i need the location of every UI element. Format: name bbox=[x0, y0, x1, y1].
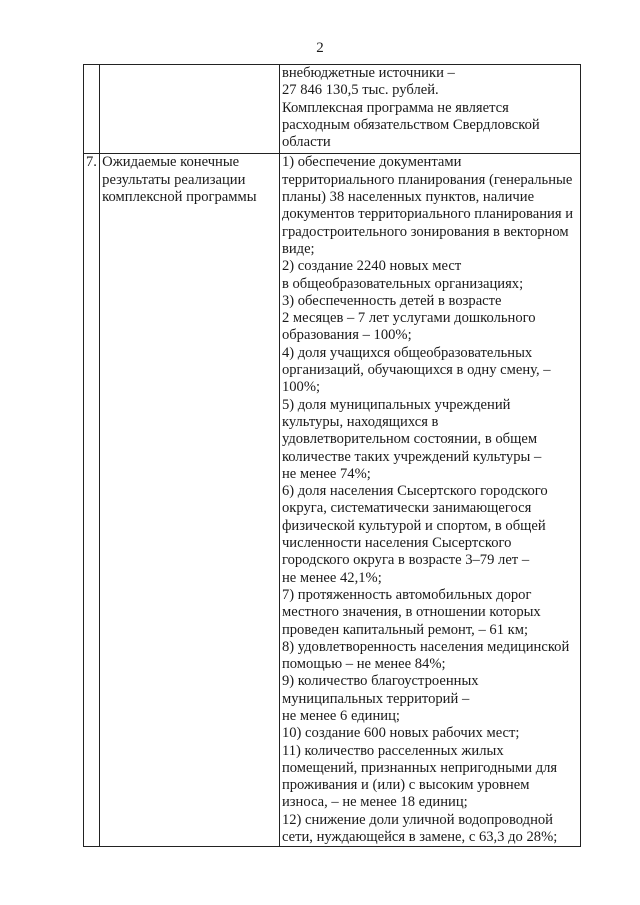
value-line: организаций, обучающихся в одну смену, – bbox=[281, 362, 551, 379]
value-line: 3) обеспеченность детей в возрасте bbox=[281, 292, 502, 309]
value-line: помещений, признанных непригодными для bbox=[281, 759, 558, 776]
label-line: комплексной программы bbox=[102, 189, 257, 206]
value-line: муниципальных территорий – bbox=[281, 690, 470, 707]
value-line: проживания и (или) с высоким уровнем bbox=[281, 777, 530, 794]
row-label-cell bbox=[100, 154, 280, 847]
value-line: 9) количество благоустроенных bbox=[281, 673, 479, 690]
value-line: численности населения Сысертского bbox=[281, 535, 512, 552]
value-line: территориального планирования (генеральные bbox=[281, 171, 573, 188]
program-table bbox=[83, 64, 581, 847]
row-number-cell bbox=[84, 65, 100, 154]
value-line: области bbox=[281, 134, 331, 151]
value-line: удовлетворительном состоянии, в общем bbox=[281, 431, 538, 448]
value-line: физической культурой и спортом, в общей bbox=[281, 517, 546, 534]
value-line: виде; bbox=[281, 240, 315, 257]
value-line: количестве таких учреждений культуры – bbox=[281, 448, 542, 465]
label-line: результаты реализации bbox=[102, 171, 246, 188]
label-line: Ожидаемые конечные bbox=[102, 154, 240, 171]
value-line: износа, – не менее 18 единиц; bbox=[281, 794, 468, 811]
value-line: проведен капитальный ремонт, – 61 км; bbox=[281, 621, 529, 638]
value-line: 11) количество расселенных жилых bbox=[281, 742, 504, 759]
row-value-cell bbox=[279, 65, 580, 154]
value-line: 4) доля учащихся общеобразовательных bbox=[281, 344, 533, 361]
value-line: расходным обязательством Свердловской bbox=[281, 116, 540, 133]
value-line: в общеобразовательных организациях; bbox=[281, 275, 524, 292]
value-line: градостроительного зонирования в векторном bbox=[281, 223, 569, 240]
value-line: 8) удовлетворенность населения медицинской bbox=[281, 638, 570, 655]
row-value-cell bbox=[279, 154, 580, 847]
value-line: 1) обеспечение документами bbox=[281, 154, 462, 171]
value-line: округа, систематически занимающегося bbox=[281, 500, 532, 517]
value-line: 100%; bbox=[281, 379, 321, 396]
value-line: образования – 100%; bbox=[281, 327, 412, 344]
value-line: 2 месяцев – 7 лет услугами дошкольного bbox=[281, 310, 536, 327]
value-line: 10) создание 600 новых рабочих мест; bbox=[281, 725, 520, 742]
value-line: 2) создание 2240 новых мест bbox=[281, 258, 462, 275]
value-line: 12) снижение доли уличной водопроводной bbox=[281, 811, 553, 828]
value-line: планы) 38 населенных пунктов, наличие bbox=[281, 189, 535, 206]
value-line: сети, нуждающейся в замене, с 63,3 до 28%; bbox=[281, 829, 558, 846]
value-line: культуры, находящихся в bbox=[281, 413, 439, 430]
table-row bbox=[84, 154, 581, 847]
page-number: 2 bbox=[316, 40, 324, 56]
value-line: Комплексная программа не является bbox=[281, 99, 509, 116]
value-line: 5) доля муниципальных учреждений bbox=[281, 396, 511, 413]
value-line: помощью – не менее 84%; bbox=[281, 656, 446, 673]
row-label-cell bbox=[100, 65, 280, 154]
value-line: документов территориального планирования и bbox=[281, 206, 574, 223]
value-line: 27 846 130,5 тыс. рублей. bbox=[281, 82, 439, 99]
value-line: 7) протяженность автомобильных дорог bbox=[281, 586, 532, 603]
value-line: не менее 6 единиц; bbox=[281, 707, 400, 724]
row-number-cell: 7. bbox=[84, 154, 100, 847]
value-line: не менее 74%; bbox=[281, 465, 371, 482]
value-line: 6) доля населения Сысертского городского bbox=[281, 483, 548, 500]
value-line: местного значения, в отношении которых bbox=[281, 604, 541, 621]
table-row bbox=[84, 65, 581, 154]
table-body bbox=[84, 65, 581, 847]
value-line: городского округа в возрасте 3–79 лет – bbox=[281, 552, 530, 569]
value-line: не менее 42,1%; bbox=[281, 569, 382, 586]
value-line: внебюджетные источники – bbox=[281, 65, 455, 81]
